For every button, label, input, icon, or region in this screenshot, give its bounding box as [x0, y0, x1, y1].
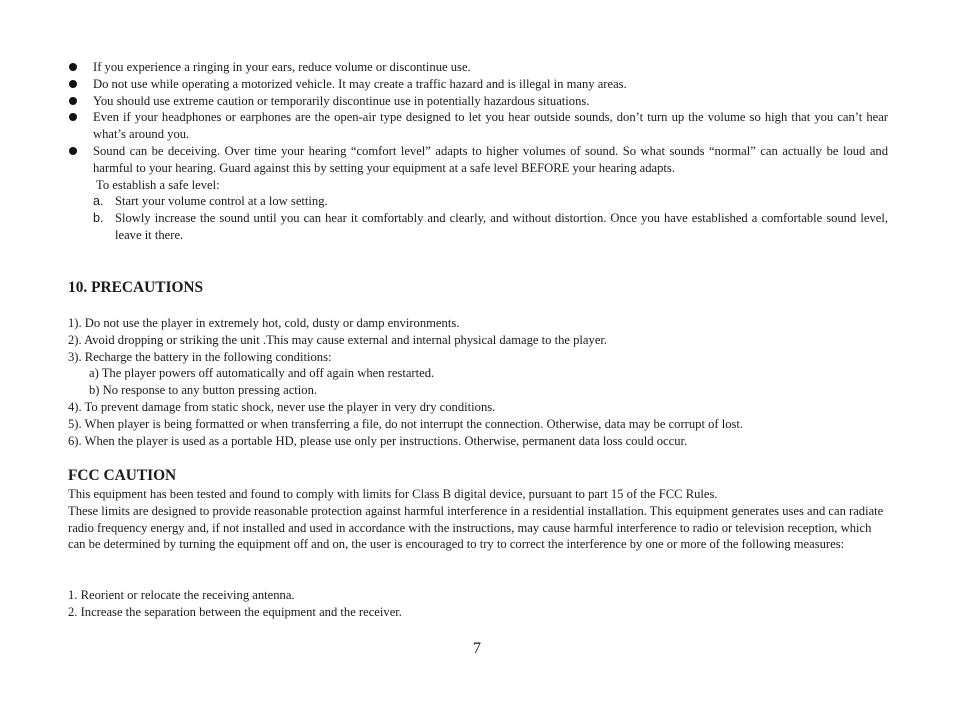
- fcc-paragraph: These limits are designed to provide reasonable protection against harmful interference in a residential installation. This equipment generates uses and can radiate radio frequency energy and, if not installed and used in accordance with the instructions, may cause harmful interference to radio or television reception, which can be determined by turning the equipment off and on, the user is encouraged to try to correct the interference by one or more of the following measures:: [68, 503, 884, 552]
- precaution-item: 4). To prevent damage from static shock, never use the player in very dry conditions.: [68, 399, 496, 414]
- precaution-item: 2). Avoid dropping or striking the unit .This may cause external and internal physical damage to the player.: [68, 332, 608, 347]
- precaution-item: 3). Recharge the battery in the following conditions:: [68, 349, 332, 364]
- bullet-item: [68, 109, 888, 143]
- fcc-paragraph: This equipment has been tested and found to comply with limits for Class B digital device, pursuant to part 15 of the FCC Rules.: [68, 487, 718, 501]
- precaution-item: 6). When the player is used as a portable HD, please use only per instructions. Otherwise, permanent data loss could occur.: [68, 433, 688, 448]
- bullet-text: Even if your headphones or earphones are the open-air type designed to let you hear outside sounds, don’t turn up the volume so high that you can’t hear what’s around you.: [93, 110, 888, 142]
- step-letter: a.: [93, 194, 104, 209]
- bullet-item: [68, 59, 888, 76]
- bullet-dot-icon: [69, 80, 77, 88]
- bullet-text: You should use extreme caution or temporarily discontinue use in potentially hazardous situations.: [93, 93, 590, 108]
- precautions-list: [68, 315, 888, 449]
- step-text: Slowly increase the sound until you can hear it comfortably and clearly, and without distortion. Once you have established a comfortable sound level, leave it there.: [115, 211, 888, 242]
- fcc-body: [68, 486, 888, 553]
- step-text: Start your volume control at a low setting.: [115, 194, 328, 209]
- precaution-item: 1). Do not use the player in extremely hot, cold, dusty or damp environments.: [68, 316, 460, 330]
- bullet-item: [68, 76, 888, 93]
- fcc-measure-item: 2. Increase the separation between the equipment and the receiver.: [68, 604, 402, 619]
- bullet-item: [68, 143, 888, 177]
- bullet-text: Do not use while operating a motorized vehicle. It may create a traffic hazard and is illegal in many areas.: [93, 76, 627, 91]
- step-letter: b.: [93, 211, 104, 226]
- bullet-item: [68, 93, 888, 110]
- bullet-dot-icon: [69, 113, 77, 121]
- bullet-text: If you experience a ringing in your ears, reduce volume or discontinue use.: [93, 60, 471, 74]
- precaution-sub-item: a) The player powers off automatically and off again when restarted.: [89, 366, 435, 381]
- fcc-heading: FCC CAUTION: [68, 467, 177, 484]
- hearing-safety-list: [68, 59, 888, 244]
- safe-level-step: [68, 193, 888, 210]
- bullet-dot-icon: [69, 147, 77, 155]
- page-number: 7: [473, 640, 481, 657]
- bullet-text: Sound can be deceiving. Over time your hearing “comfort level” adapts to higher volumes of sound. So what sounds “normal” can actually be loud and harmful to your hearing. Guard against this by setting your equipment at a safe level BEFORE your hearing adapts.: [93, 143, 888, 175]
- precautions-heading: 10. PRECAUTIONS: [68, 279, 204, 296]
- fcc-measures-list: [68, 587, 888, 621]
- fcc-measure-item: 1. Reorient or relocate the receiving antenna.: [68, 588, 295, 602]
- bullet-dot-icon: [69, 63, 77, 71]
- safe-level-intro: To establish a safe level:: [96, 177, 220, 192]
- precaution-sub-item: b) No response to any button pressing action.: [89, 383, 318, 398]
- precaution-item: 5). When player is being formatted or when transferring a file, do not interrupt the connection. Otherwise, data may be corrupt of lost.: [68, 416, 744, 431]
- bullet-dot-icon: [69, 97, 77, 105]
- safe-level-step: [68, 210, 888, 244]
